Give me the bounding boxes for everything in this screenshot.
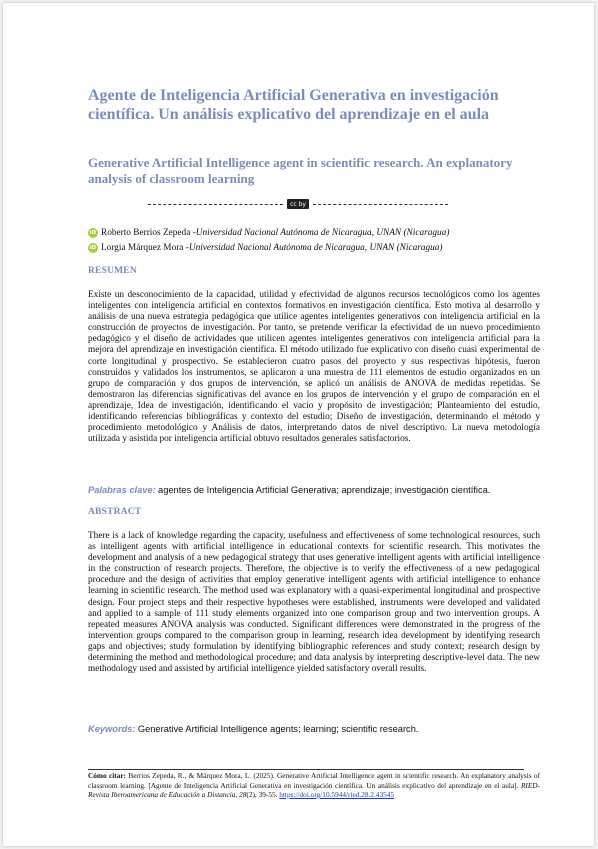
author-name: Lorgia Márquez Mora - [101, 243, 189, 253]
keywords-label: Keywords: [88, 724, 136, 734]
resumen-keywords [88, 484, 540, 497]
resumen-heading: RESUMEN [88, 266, 137, 276]
author-1 [88, 227, 548, 239]
resumen-text: Existe un desconocimiento de la capacidad, utilidad y efectividad de algunos recursos tecnológicos como los agentes inteligentes con inteligencia artificial en contextos formativos en investigación científica. Esto motiva al desarrollo y análisis de una nueva estrategia pedagógica que utilice agentes inteligentes generativos con inteligencia artificial en la construcción de proyectos de investigación. Por tanto, se pretende verificar la efectividad de un nuevo procedimiento pedagógico y el diseño de actividades que utilicen agentes inteligentes generativos con inteligencia artificial para la mejora del aprendizaje en investigación científica. El método utilizado fue explicativo con diseño cuasi experimental de corte longitudinal y prospectivo. Se establecieron cuatro pasos del proyecto y sus respectivas hipótesis, fueron construidos y validados los instrumentos, se aplicaron a una muestra de 111 elementos de estudio organizados en un grupo de comparación y dos grupos de intervención, se aplicó un análisis de ANOVA de medidas repetidas. Se demostraron las diferencias significativas del avance en los grupos de intervención y el grupo de comparación en el aprendizaje, Idea de investigación, identificando el vacío y propósito de investigación; Planteamiento del estudio, identificando referencias bibliográficas y contexto del estudio; Diseño de investigación, determinando el método y procedimiento metodológico y Análisis de datos, interpretando datos de nivel descriptivo. La nueva metodología utilizada y asistida por inteligencia artificial obtuvo resultados generales satisfactorios. [88, 290, 540, 445]
author-name: Roberto Berrios Zepeda - [101, 228, 196, 238]
citation-issue: (2), 39-55. [246, 790, 280, 799]
orcid-icon[interactable]: iD [89, 245, 97, 251]
citation-journal: RIED-Revista Iberoamericana de Educación a Distancia, 28 [88, 780, 540, 799]
cc-by-license-icon[interactable]: cc by [287, 199, 309, 209]
author-affiliation: Universidad Nacional Autónoma de Nicaragua, UNAN (Nicaragua) [188, 243, 443, 253]
author-affiliation: Universidad Nacional Autónoma de Nicaragua, UNAN (Nicaragua) [195, 228, 450, 238]
abstract-keywords [88, 723, 540, 736]
citation-label: Cómo citar: [88, 771, 126, 780]
citation-text: Berrios Zepeda, R., & Márquez Mora, L. (2025). Generative Artificial Intelligence agent in scientific research. An explanatory analysis of classroom learning. [Agente de Inteligencia Artificial Generativa en investigación científica. Un análisis explicativo del aprendizaje en el aula]. [88, 771, 540, 790]
doi-link[interactable]: https://doi.org/10.5944/ried.28.2.43545 [279, 790, 395, 799]
author-2 [88, 242, 548, 254]
abstract-text: There is a lack of knowledge regarding the capacity, usefulness and effectiveness of some technological resources, such as intelligent agents with artificial intelligence in educational contexts for scientific research. This motivates the development and analysis of a new pedagogical strategy that uses generative intelligent agents with artificial intelligence in the construction of research projects. Therefore, the objective is to verify the effectiveness of a new pedagogical procedure and the design of activities that employ generative intelligent agents with artificial intelligence to enhance learning in scientific research. The method used was explanatory with a quasi-experimental longitudinal and prospective design. Four project steps and their respective hypotheses were established, instruments were developed and validated and applied to a sample of 111 study elements organized into one comparison group and two intervention groups. A repeated measures ANOVA analysis was conducted. Significant differences were demonstrated in the progress of the intervention groups compared to the comparison group in learning, research idea development by identifying research gaps and objectives; study formulation by identifying bibliographic references and study context; research design by determining the method and methodological procedure; and data analysis by interpreting descriptive-level data. The new methodology used and assisted by artificial intelligence yielded satisfactory overall results. [88, 531, 540, 675]
citation-footnote [88, 771, 540, 800]
keywords-label: Palabras clave: [88, 485, 156, 495]
license-divider [148, 197, 448, 211]
dashed-rule-left [148, 204, 283, 205]
keywords-text: agentes de Inteligencia Artificial Generativa; aprendizaje; investigación científica. [158, 485, 491, 495]
orcid-icon[interactable]: iD [89, 230, 97, 236]
abstract-heading: ABSTRACT [88, 507, 142, 517]
dashed-rule-right [313, 204, 448, 205]
title-english: Generative Artificial Intelligence agent in scientific research. An explanatory analysis of classroom learning [88, 155, 513, 186]
keywords-text: Generative Artificial Intelligence agents; learning; scientific research. [137, 724, 419, 734]
footnote-rule [88, 769, 524, 770]
title-spanish: Agente de Inteligencia Artificial Generativa en investigación científica. Un análisis explicativo del aprendizaje en el aula [88, 87, 499, 123]
